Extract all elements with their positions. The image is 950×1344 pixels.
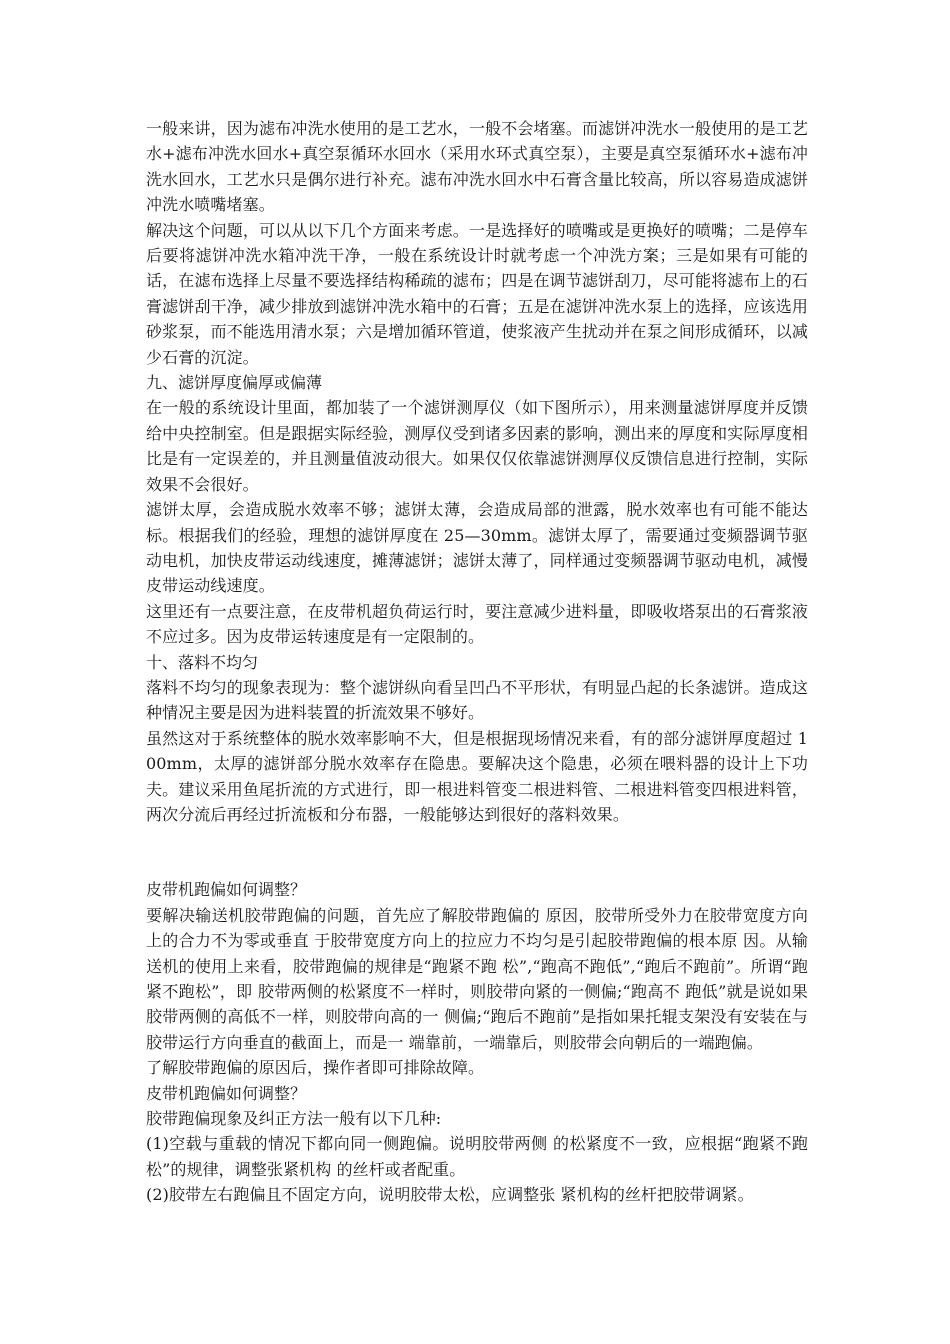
list-item-method-2: (2)胶带左右跑偏且不固定方向，说明胶带太松，应调整张 紧机构的丝杆把胶带调紧。 <box>146 1185 754 1205</box>
document-page <box>146 116 808 1208</box>
paragraph-thickness-gauge: 在一般的系统设计里面，都加装了一个滤饼测厚仪（如下图所示），用来测量滤饼厚度并反馈给中央控制室。但是跟据实际经验，测厚仪受到诸多因素的影响，测出来的厚度和实际厚度相比是有一定误差的，并且测量值波动很大。如果仅仅依靠滤饼测厚仪反馈信息进行控制，实际效果不会很好。 <box>146 398 808 494</box>
paragraph-troubleshoot: 了解胶带跑偏的原因后，操作者即可排除故障。 <box>146 1058 485 1078</box>
paragraph-nozzle-solutions: 解决这个问题，可以从以下几个方面来考虑。一是选择好的喷嘴或是更换好的喷嘴；二是停车后要将滤饼冲洗水箱冲洗干净，一般在系统设计时就考虑一个冲洗方案；三是如果有可能的话，在滤布选择上尽量不要选择结构稀疏的滤布；四是在调节滤饼刮刀，尽可能将滤布上的石膏滤饼刮干净，减少排放到滤饼冲洗水箱中的石膏；五是在滤饼冲洗水泵上的选择，应该选用砂浆泵，而不能选用清水泵；六是增加循环管道，使浆液产生扰动并在泵之间形成循环，以减少石膏的沉淀。 <box>146 220 808 367</box>
paragraph-deviation-causes: 要解决输送机胶带跑偏的问题，首先应了解胶带跑偏的 原因，胶带所受外力在胶带宽度方向上的合力不为零或垂直 于胶带宽度方向上的拉应力不均匀是引起胶带跑偏的根本原 因。从输送机的使用上来看，胶带跑偏的规律是“跑紧不跑 松”,“跑高不跑低”,“跑后不跑前”。所谓“跑紧不跑松”，即 胶带两侧的松紧度不一样时，则胶带向紧的一侧偏;“跑高不 跑低”就是说如果胶带两侧的高低不一样，则胶带向高的一 侧偏;“跑后不跑前”是指如果托辊支架没有安装在与胶带运行方向垂直的截面上，而是一 端靠前，一端靠后，则胶带会向朝后的一端跑偏。 <box>146 905 808 1052</box>
paragraph-ideal-thickness: 滤饼太厚，会造成脱水效率不够；滤饼太薄，会造成局部的泄露，脱水效率也有可能不能达标。根据我们的经验，理想的滤饼厚度在 25—30mm。滤饼太厚了，需要通过变频器调节驱动电机，加快皮带运动线速度，摊薄滤饼；滤饼太薄了，同样通过变频器调节驱动电机，减慢皮带运动线速度。 <box>146 500 808 596</box>
paragraph-overload-note: 这里还有一点要注意，在皮带机超负荷运行时，要注意减少进料量，即吸收塔泵出的石膏浆液不应过多。因为皮带运转速度是有一定限制的。 <box>146 601 808 647</box>
question-belt-adjust-2: 皮带机跑偏如何调整？ <box>146 1083 307 1103</box>
paragraph-nozzle-blockage: 一般来讲，因为滤布冲洗水使用的是工艺水，一般不会堵塞。而滤饼冲洗水一般使用的是工艺水+滤布冲洗水回水+真空泵循环水回水（采用水环式真空泵），主要是真空泵循环水+滤布冲洗水回水，工艺水只是偶尔进行补充。滤布冲洗水回水中石膏含量比较高，所以容易造成滤饼冲洗水喷嘴堵塞。 <box>146 119 808 215</box>
section-spacer <box>146 827 808 877</box>
question-belt-adjust-1: 皮带机跑偏如何调整？ <box>146 880 307 900</box>
paragraph-uneven-solution: 虽然这对于系统整体的脱水效率影响不大，但是根据现场情况来看，有的部分滤饼厚度超过 100mm，太厚的滤饼部分脱水效率存在隐患。要解决这个隐患，必须在喂料器的设计上下功夫。建议采用鱼尾折流的方式进行，即一根进料管变二根进料管、二根进料管变四根进料管，两次分流后再经过折流板和分布器，一般能够达到很好的落料效果。 <box>146 728 808 824</box>
section-belt-deviation <box>146 877 808 1207</box>
list-item-method-1: (1)空载与重载的情况下都向同一侧跑偏。说明胶带两侧 的松紧度不一致，应根据“跑紧不跑松”的规律，调整张紧机构 的丝杆或者配重。 <box>146 1134 808 1179</box>
heading-uneven-feed: 十、落料不均匀 <box>146 652 259 672</box>
paragraph-methods-intro: 胶带跑偏现象及纠正方法一般有以下几种: <box>146 1109 442 1129</box>
section-filter-cake <box>146 116 808 827</box>
heading-cake-thickness: 九、滤饼厚度偏厚或偏薄 <box>146 373 323 393</box>
paragraph-uneven-symptom: 落料不均匀的现象表现为：整个滤饼纵向看呈凹凸不平形状，有明显凸起的长条滤饼。造成这种情况主要是因为进料装置的折流效果不够好。 <box>146 677 808 723</box>
